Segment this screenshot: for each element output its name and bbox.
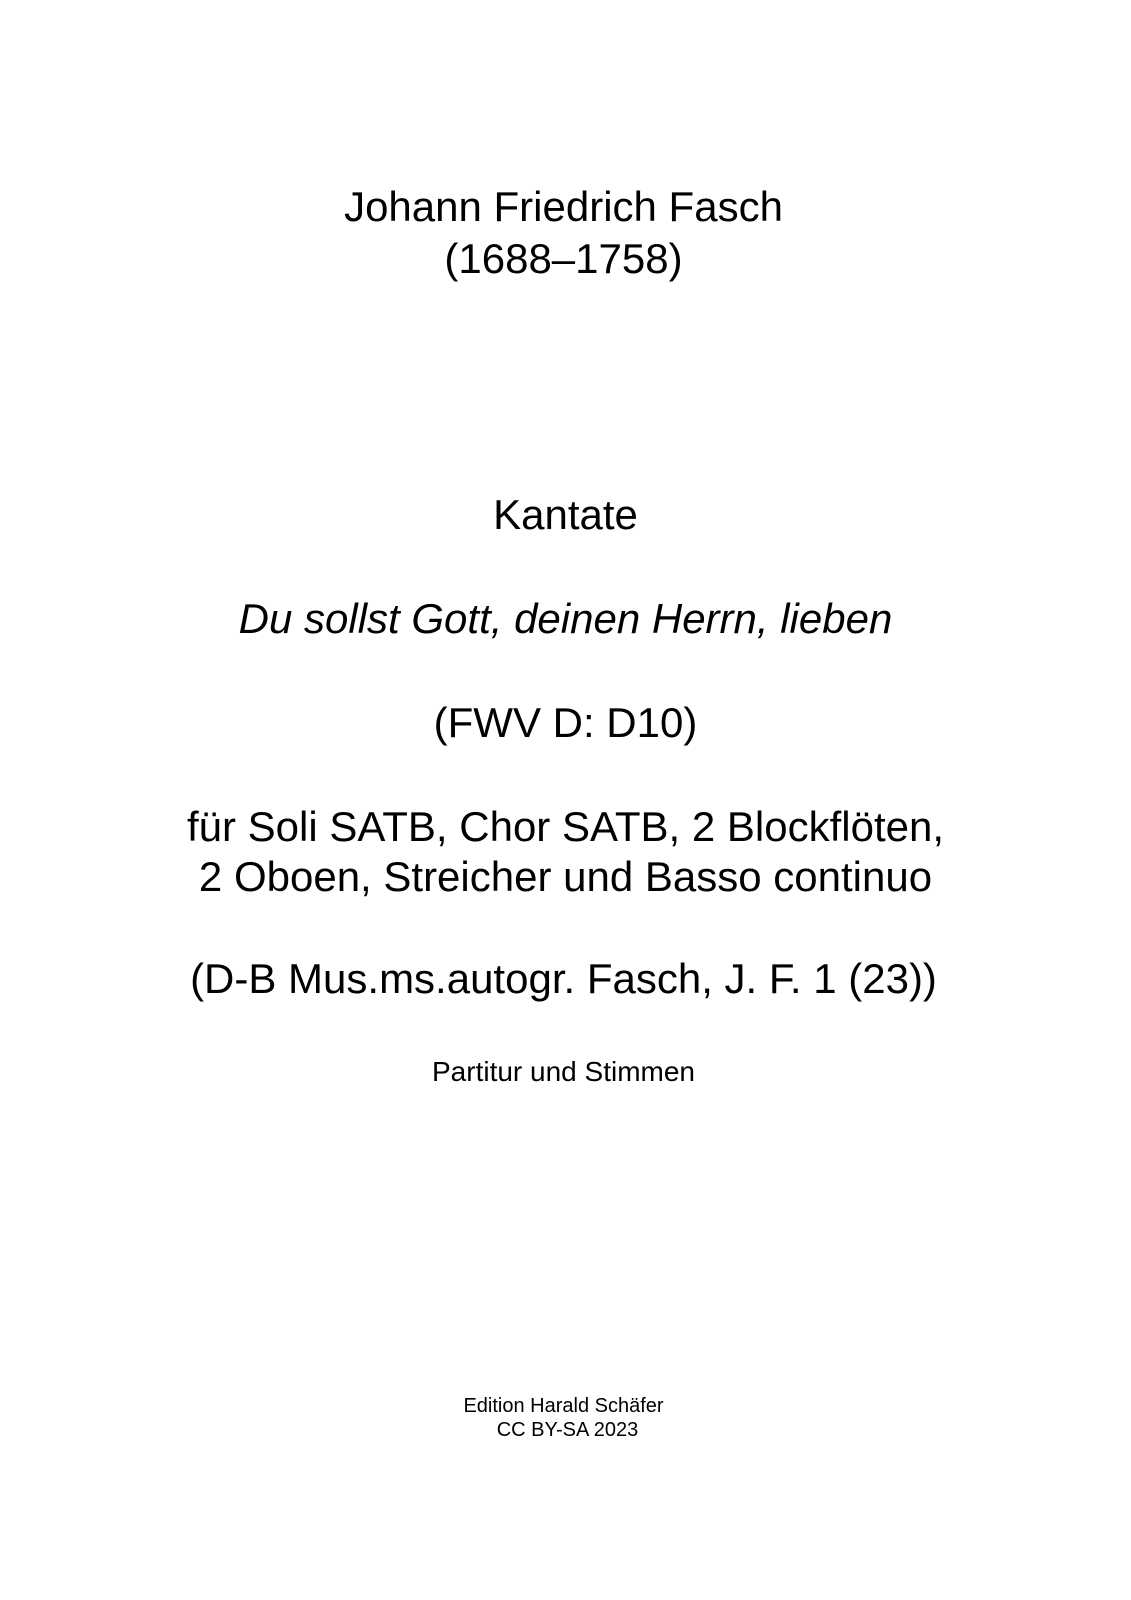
license-notice: CC BY-SA 2023	[496, 1419, 639, 1441]
composer-dates: (1688–1758)	[444, 235, 683, 282]
scoring-line-1: für Soli SATB, Chor SATB, 2 Blockflöten,	[186, 803, 945, 850]
catalog-number: (FWV D: D10)	[433, 699, 698, 746]
scoring-line-2: 2 Oboen, Streicher und Basso continuo	[198, 853, 933, 900]
composer-name: Johann Friedrich Fasch	[344, 183, 783, 230]
contents-description: Partitur und Stimmen	[432, 1056, 695, 1087]
edition-credit: Edition Harald Schäfer	[463, 1395, 664, 1417]
work-genre: Kantate	[493, 491, 638, 538]
work-title: Du sollst Gott, deinen Herrn, lieben	[238, 595, 893, 642]
source-reference: (D-B Mus.ms.autogr. Fasch, J. F. 1 (23))	[190, 955, 937, 1002]
